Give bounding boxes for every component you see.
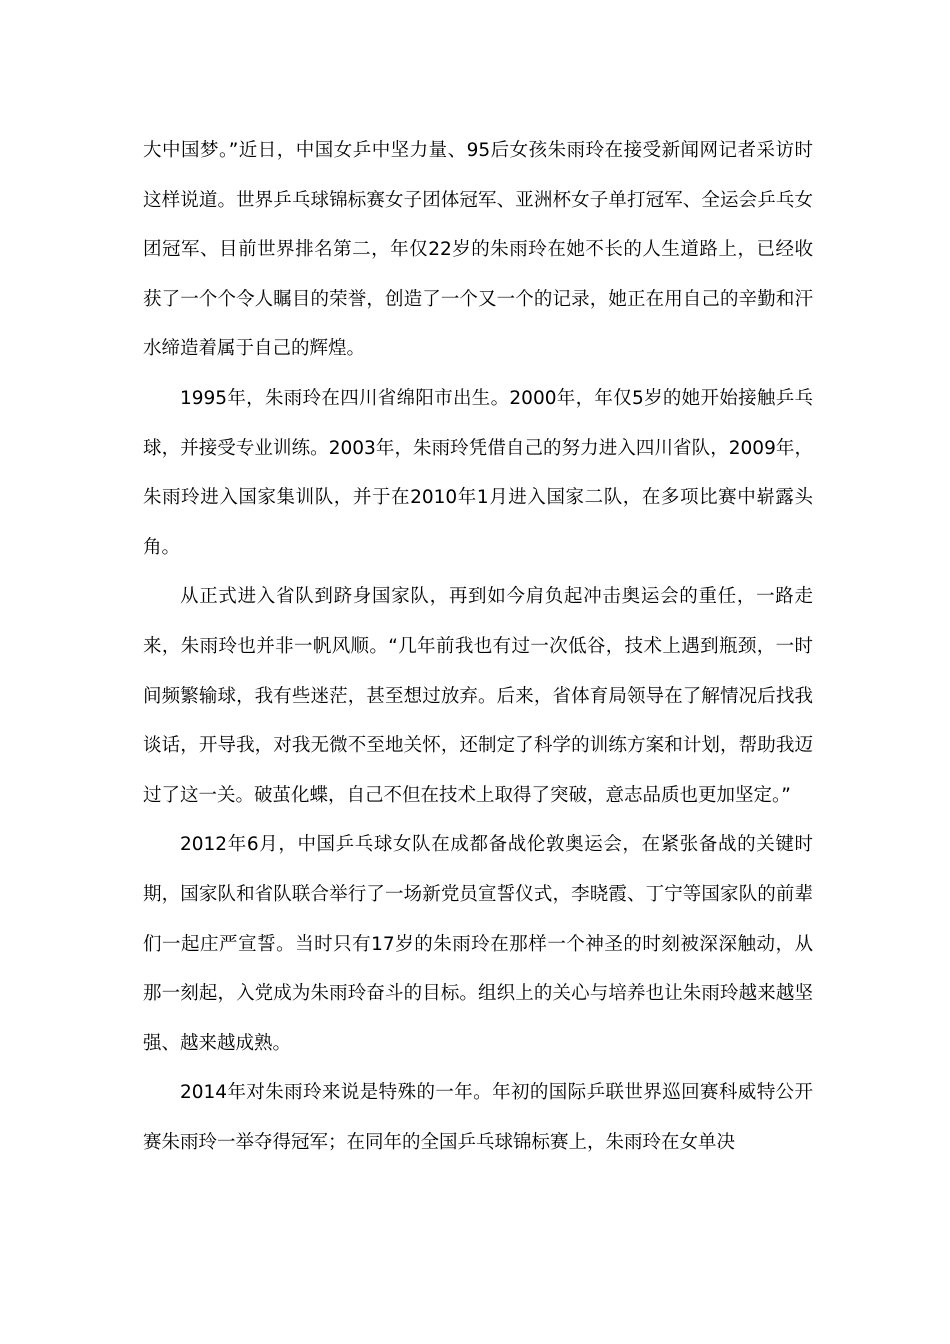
paragraph-3: 从正式进入省队到跻身国家队，再到如今肩负起冲击奥运会的重任，一路走来，朱雨玲也并非一帆风顺。“几年前我也有过一次低谷，技术上遇到瓶颈，一时间频繁输球，我有些迷茫，甚至想过放弃。后来，省体育局领导在了解情况后找我谈话，开导我，对我无微不至地关怀，还制定了科学的训练方案和计划，帮助我迈过了这一关。破茧化蝶，自己不但在技术上取得了突破，意志品质也更加坚定。” [143,586,813,806]
paragraph-4: 2012年6月，中国乒乓球女队在成都备战伦敦奥运会，在紧张备战的关键时期，国家队和省队联合举行了一场新党员宣誓仪式，李晓霞、丁宁等国家队的前辈们一起庄严宣誓。当时只有17岁的朱雨玲在那样一个神圣的时刻被深深触动，从那一刻起，入党成为朱雨玲奋斗的目标。组织上的关心与培养也让朱雨玲越来越坚强、越来越成熟。 [143,834,813,1054]
paragraph-2: 1995年，朱雨玲在四川省绵阳市出生。2000年，年仅5岁的她开始接触乒乓球，并接受专业训练。2003年，朱雨玲凭借自己的努力进入四川省队，2009年，朱雨玲进入国家集训队，并于在2010年1月进入国家二队，在多项比赛中崭露头角。 [143,387,813,558]
paragraph-5: 2014年对朱雨玲来说是特殊的一年。年初的国际乒联世界巡回赛科威特公开赛朱雨玲一举夺得冠军；在同年的全国乒乓球锦标赛上，朱雨玲在女单决 [143,1082,813,1153]
article-body [143,126,813,1167]
paragraph-1: 大中国梦。”近日，中国女乒中坚力量、95后女孩朱雨玲在接受新闻网记者采访时这样说道。世界乒乓球锦标赛女子团体冠军、亚洲杯女子单打冠军、全运会乒乓女团冠军、目前世界排名第二，年仅22岁的朱雨玲在她不长的人生道路上，已经收获了一个个令人瞩目的荣誉，创造了一个又一个的记录，她正在用自己的辛勤和汗水缔造着属于自己的辉煌。 [143,140,813,360]
